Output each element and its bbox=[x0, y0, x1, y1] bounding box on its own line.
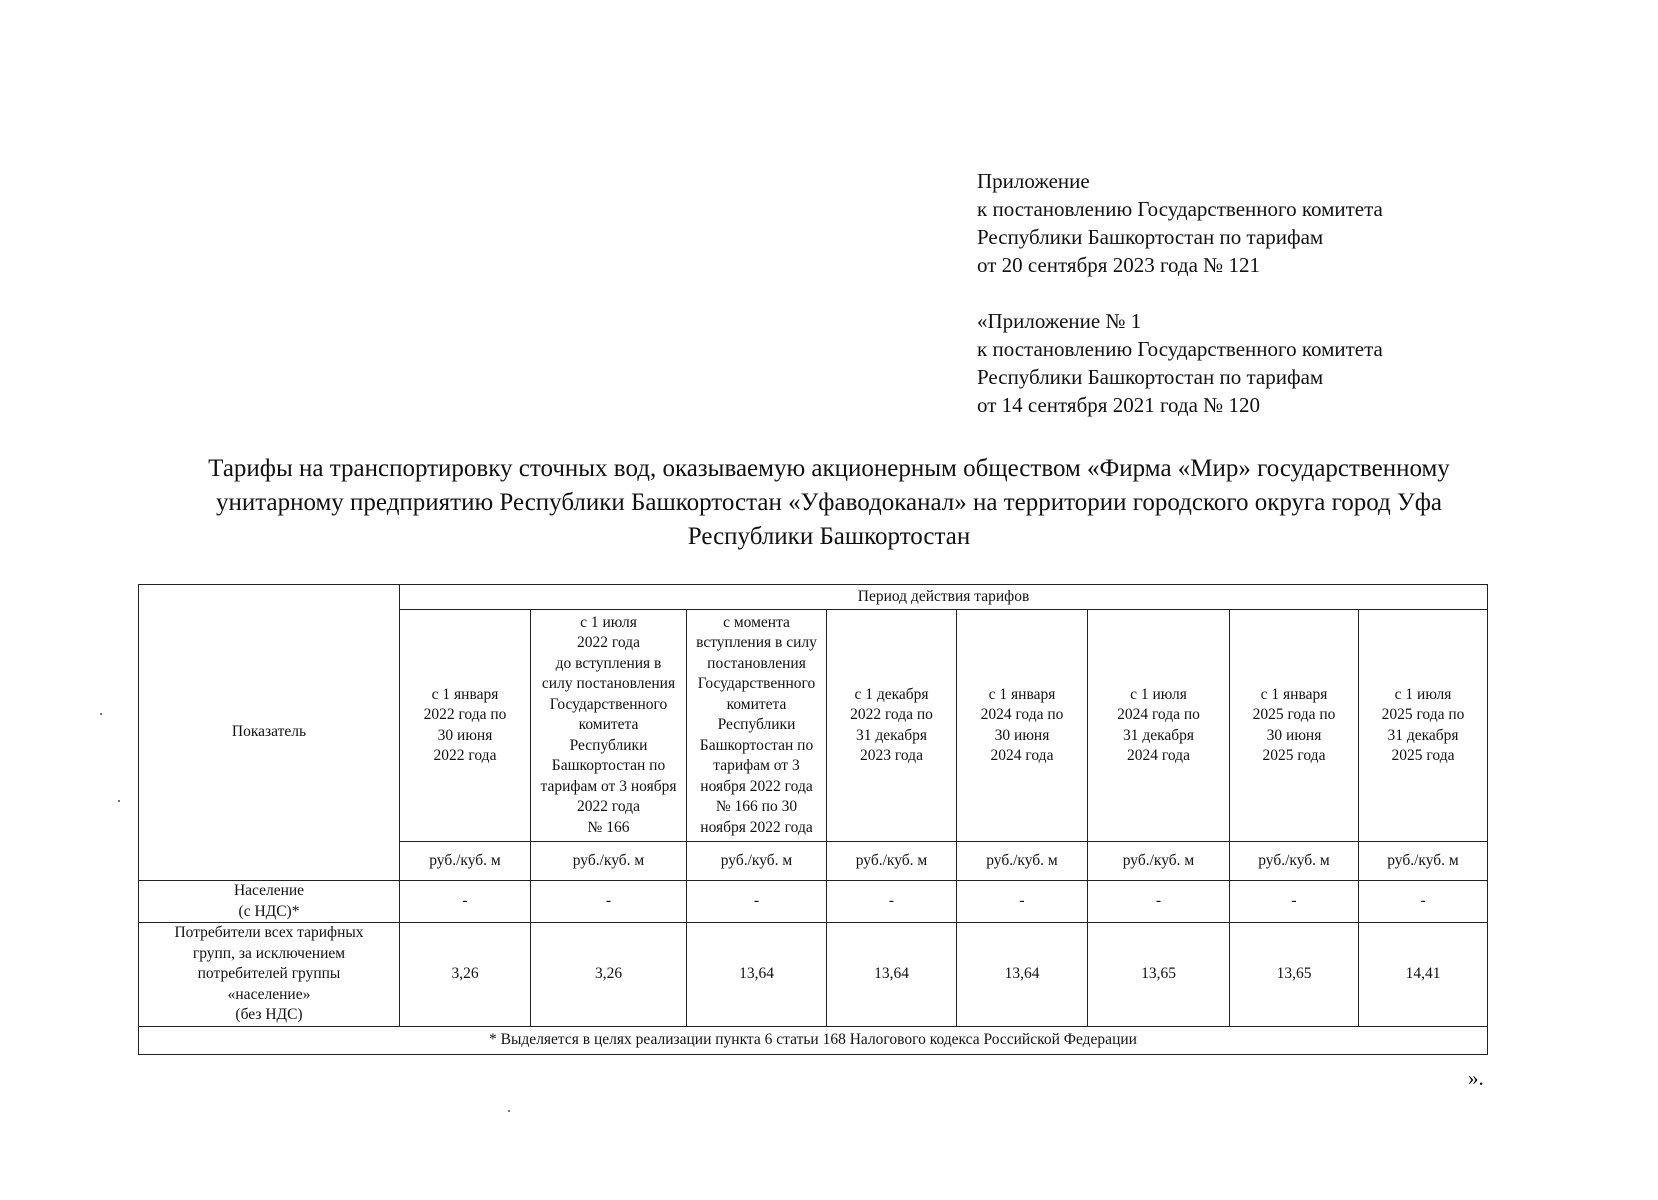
unit-cell: руб./куб. м bbox=[1088, 842, 1230, 881]
period-line: 2025 года по bbox=[1252, 706, 1336, 723]
tariff-value-cell: - bbox=[1359, 881, 1488, 923]
period-line: Государственного bbox=[697, 675, 816, 693]
spacer bbox=[977, 279, 1383, 307]
period-line: 30 июня bbox=[994, 726, 1050, 744]
period-line: № 166 bbox=[587, 818, 630, 836]
row-label-line: Потребители всех тарифных bbox=[174, 924, 364, 941]
unit-cell: руб./куб. м bbox=[957, 842, 1088, 881]
indicator-header: Показатель bbox=[139, 585, 400, 881]
tariff-value-cell: 14,41 bbox=[1359, 923, 1488, 1027]
tariff-value-cell: 3,26 bbox=[531, 923, 687, 1027]
period-line: силу постановления bbox=[541, 675, 676, 693]
period-line: № 166 по 30 bbox=[715, 798, 798, 816]
period-line: 31 декабря bbox=[1122, 726, 1195, 744]
appendix-1-line: к постановлению Государственного комитета bbox=[977, 337, 1383, 361]
tariff-value-cell: - bbox=[1088, 881, 1230, 923]
tariff-value-cell: 13,64 bbox=[827, 923, 957, 1027]
tariff-table bbox=[138, 584, 1488, 1055]
period-line: 31 декабря bbox=[1387, 726, 1459, 744]
appendix-line: Приложение bbox=[977, 169, 1090, 193]
title-line: унитарному предприятию Республики Башкортостан «Уфаводоканал» на территории городского округа город Уфа bbox=[215, 489, 1442, 516]
table-row bbox=[139, 881, 1488, 923]
unit-cell: руб./куб. м bbox=[531, 842, 687, 881]
unit-cell: руб./куб. м bbox=[400, 842, 531, 881]
period-line: 2024 года bbox=[990, 747, 1054, 764]
unit-cell: руб./куб. м bbox=[827, 842, 957, 881]
row-label-line: «население» bbox=[227, 985, 311, 1003]
tariff-value-cell: 13,65 bbox=[1230, 923, 1359, 1027]
tariff-value-cell: - bbox=[957, 881, 1088, 923]
tariff-value-cell: - bbox=[400, 881, 531, 923]
table-row bbox=[139, 923, 1488, 1027]
row-label bbox=[139, 881, 400, 923]
period-line: Башкортостан по bbox=[551, 757, 666, 775]
period-cell bbox=[1359, 610, 1488, 842]
period-line: Государственного bbox=[549, 695, 668, 713]
appendix-line: Республики Башкортостан по тарифам bbox=[977, 225, 1324, 249]
period-line: 2022 года по bbox=[850, 706, 933, 723]
period-line: вступления в силу bbox=[696, 634, 817, 652]
period-line: тарифам от 3 bbox=[713, 757, 800, 775]
period-line: 30 июня bbox=[437, 726, 493, 744]
period-line: 2022 года по bbox=[423, 706, 507, 723]
period-line: комитета bbox=[726, 695, 787, 713]
tariff-value-cell: 13,64 bbox=[687, 923, 827, 1027]
appendix-1-line: Республики Башкортостан по тарифам bbox=[977, 365, 1324, 389]
period-cell bbox=[531, 610, 687, 842]
period-line: с 1 декабря bbox=[854, 685, 929, 703]
scan-speck bbox=[100, 713, 102, 715]
appendix-1-line: «Приложение № 1 bbox=[977, 309, 1142, 333]
appendix-1-line: от 14 сентября 2021 года № 120 bbox=[977, 393, 1260, 417]
appendix-line: к постановлению Государственного комитета bbox=[977, 197, 1383, 221]
period-line: 2022 года bbox=[577, 634, 640, 652]
period-line: 2024 года по bbox=[980, 706, 1064, 723]
period-line: ноября 2022 года bbox=[700, 777, 813, 795]
period-cell bbox=[687, 610, 827, 842]
scan-speck bbox=[508, 1110, 510, 1112]
period-line: 2024 года bbox=[1127, 747, 1190, 764]
unit-cell: руб./куб. м bbox=[1359, 842, 1488, 881]
row-label-line: (без НДС) bbox=[235, 1006, 303, 1023]
period-line: до вступления в bbox=[555, 654, 662, 672]
tariff-value-cell: 3,26 bbox=[400, 923, 531, 1027]
unit-cell: руб./куб. м bbox=[687, 842, 827, 881]
period-line: ноября 2022 года bbox=[700, 818, 813, 836]
period-line: с 1 июля bbox=[1394, 685, 1452, 703]
row-label-line: (с НДС)* bbox=[238, 902, 300, 920]
period-line: Башкортостан по bbox=[699, 736, 814, 754]
tariff-value-cell: - bbox=[1230, 881, 1359, 923]
period-line: Республики bbox=[569, 736, 648, 754]
period-line: 2025 года bbox=[1262, 747, 1326, 764]
period-line: 2022 года bbox=[577, 798, 640, 816]
period-line: 2023 года bbox=[860, 747, 923, 764]
period-cell bbox=[957, 610, 1088, 842]
period-line: 2024 года по bbox=[1117, 706, 1200, 723]
tariff-value-cell: 13,64 bbox=[957, 923, 1088, 1027]
unit-cell: руб./куб. м bbox=[1230, 842, 1359, 881]
appendix-header bbox=[977, 167, 1383, 419]
period-line: с 1 июля bbox=[1130, 685, 1187, 703]
period-line: с 1 июля bbox=[580, 613, 637, 631]
document-title bbox=[90, 452, 1568, 554]
period-line: с момента bbox=[723, 613, 790, 631]
period-line: Республики bbox=[717, 716, 796, 734]
tariff-value-cell: 13,65 bbox=[1088, 923, 1230, 1027]
period-line: с 1 января bbox=[1260, 685, 1328, 703]
footnote: * Выделяется в целях реализации пункта 6 статьи 168 Налогового кодекса Российской Федерации bbox=[139, 1026, 1488, 1054]
row-label-line: Население bbox=[233, 882, 305, 899]
period-line: 2022 года bbox=[433, 747, 497, 764]
period-cell bbox=[1230, 610, 1359, 842]
period-cell bbox=[1088, 610, 1230, 842]
title-line: Республики Башкортостан bbox=[687, 523, 971, 550]
period-line: с 1 января bbox=[988, 685, 1056, 703]
scan-speck bbox=[118, 800, 120, 802]
period-line: постановления bbox=[707, 654, 806, 672]
row-label bbox=[139, 923, 400, 1027]
period-line: 31 декабря bbox=[855, 726, 928, 744]
row-label-line: потребителей группы bbox=[197, 965, 341, 982]
appendix-line: от 20 сентября 2023 года № 121 bbox=[977, 253, 1260, 277]
row-label-line: групп, за исключением bbox=[192, 944, 346, 962]
tariff-value-cell: - bbox=[827, 881, 957, 923]
period-cell bbox=[400, 610, 531, 842]
period-line: с 1 января bbox=[431, 685, 499, 703]
period-header: Период действия тарифов bbox=[400, 585, 1488, 610]
period-line: тарифам от 3 ноября bbox=[540, 777, 677, 795]
tariff-value-cell: - bbox=[687, 881, 827, 923]
period-line: 2025 года bbox=[1391, 747, 1455, 764]
tariff-value-cell: - bbox=[531, 881, 687, 923]
closing-quote: ». bbox=[1468, 1066, 1484, 1090]
period-line: 2025 года по bbox=[1381, 706, 1465, 723]
title-line: Тарифы на транспортировку сточных вод, оказываемую акционерным обществом «Фирма «Мир» государственному bbox=[208, 455, 1450, 482]
period-cell bbox=[827, 610, 957, 842]
period-line: 30 июня bbox=[1266, 726, 1322, 744]
period-line: комитета bbox=[578, 716, 639, 734]
